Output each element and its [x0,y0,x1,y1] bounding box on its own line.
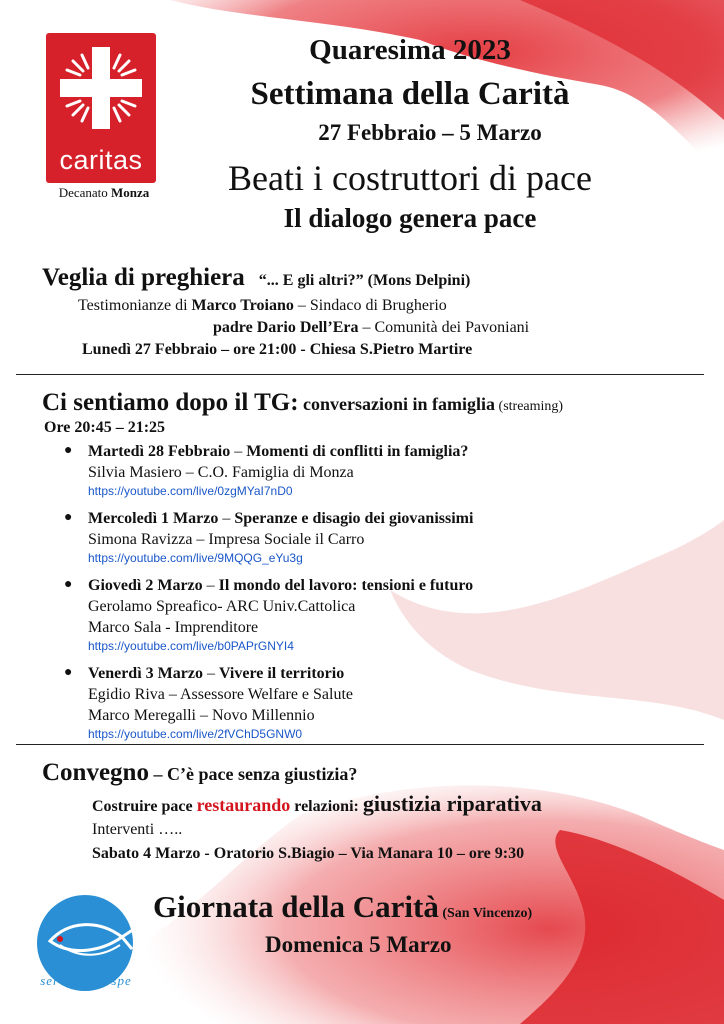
convegno-theme-red: restaurando [196,795,291,815]
convegno-when: Sabato 4 Marzo - Oratorio S.Biagio – Via Manara 10 – ore 9:30 [92,845,525,862]
convegno-theme-main: giustizia riparativa [362,791,542,816]
event-dash: – [230,443,247,460]
veglia-quote: “... E gli altri?” (Mons Delpini) [258,272,471,289]
event-topic: Vivere il territorio [218,665,345,682]
veglia-title: Veglia di preghiera [42,264,245,291]
bullet-icon: ● [64,443,73,458]
event-speaker: Simona Ravizza – Impresa Sociale il Carro [88,531,365,548]
event-topic: Momenti di conflitti in famiglia? [246,443,469,460]
convegno-interventi: Interventi ….. [92,821,183,838]
tg-subtitle: conversazioni in famiglia [298,394,496,414]
events-list [62,441,682,743]
event-day: Martedì 28 Febbraio [88,443,231,460]
caritas-cross-emblem [46,33,156,183]
divider [16,744,704,745]
giornata-title: Giornata della Carità [153,889,439,924]
giornata-note: (San Vincenzo) [438,906,533,921]
tg-hours: Ore 20:45 – 21:25 [44,419,166,436]
event-day: Venerdì 3 Marzo [88,665,203,682]
event-heading [88,441,682,462]
caritas-wordmark: caritas [59,145,143,175]
giornata-date: Domenica 5 Marzo [265,932,452,957]
event-stream-link[interactable]: https://youtube.com/live/0zgMYaI7nD0 [88,484,293,498]
veglia-speaker-1: Marco Troiano [191,297,294,314]
event-item [62,441,682,500]
event-day: Giovedì 2 Marzo [88,577,203,594]
veglia-testimony-2 [213,319,529,337]
convegno-heading [42,759,357,787]
tg-note: (streaming) [495,399,564,414]
event-stream-link[interactable]: https://youtube.com/live/2fVChD5GNW0 [88,727,303,741]
bullet-icon: ● [64,510,73,525]
san-vincenzo-logo [30,893,140,1001]
event-heading [88,508,682,529]
event-speaker: Marco Meregalli – Novo Millennio [88,707,315,724]
event-stream-link[interactable]: https://youtube.com/live/9MQQG_eYu3g [88,551,303,565]
veglia-speaker-2: padre Dario Dell’Era [213,319,359,336]
event-dash: – [202,665,219,682]
event-item [62,663,682,743]
event-speaker: Egidio Riva – Assessore Welfare e Salute [88,686,354,703]
convegno-title: Convegno [42,759,149,786]
caritas-logo [46,33,158,183]
event-heading [88,663,682,684]
header-year: Quaresima 2023 [309,34,511,66]
veglia-when: Lunedì 27 Febbraio – ore 21:00 - Chiesa S.Pietro Martire [82,341,473,358]
logo-subtitle-city: Monza [111,185,150,200]
event-item [62,575,682,655]
convegno-theme [92,791,542,817]
tg-heading [42,389,563,417]
veglia-speaker-2-role: – Comunità dei Pavoniani [358,319,530,336]
convegno-theme-b: relazioni: [290,798,363,815]
logo-motto: serviens in spe [40,973,132,988]
veglia-testimony-1 [78,297,447,315]
tg-title: Ci sentiamo dopo il TG: [42,389,299,416]
header-dates: 27 Febbraio – 5 Marzo [318,120,542,145]
event-topic: Il mondo del lavoro: tensioni e futuro [218,577,474,594]
logo-subtitle [46,185,162,201]
bullet-icon: ● [64,665,73,680]
veglia-speaker-1-role: – Sindaco di Brugherio [293,297,447,314]
event-topic: Speranze e disagio dei giovanissimi [234,510,474,527]
event-day: Mercoledì 1 Marzo [88,510,219,527]
event-heading [88,575,682,596]
divider [16,374,704,375]
bullet-icon: ● [64,577,73,592]
event-dash: – [202,577,219,594]
event-speaker: Gerolamo Spreafico- ARC Univ.Cattolica [88,598,356,615]
event-stream-link[interactable]: https://youtube.com/live/b0PAPrGNYI4 [88,639,294,653]
convegno-subtitle: – C’è pace senza giustizia? [148,764,358,784]
giornata-heading [153,889,532,925]
logo-subtitle-prefix: Decanato [58,185,112,200]
cross-icon [46,33,156,143]
event-speaker: Marco Sala - Imprenditore [88,619,259,636]
event-speaker: Silvia Masiero – C.O. Famiglia di Monza [88,464,354,481]
header-tagline: Il dialogo genera pace [283,203,537,233]
header-motto: Beati i costruttori di pace [228,158,592,198]
convegno-theme-a: Costruire pace [92,798,197,815]
event-item [62,508,682,567]
veglia-testimony-prefix: Testimonianze di [78,297,192,314]
page-title: Settimana della Carità [250,76,570,112]
event-dash: – [218,510,235,527]
veglia-heading [42,264,470,292]
